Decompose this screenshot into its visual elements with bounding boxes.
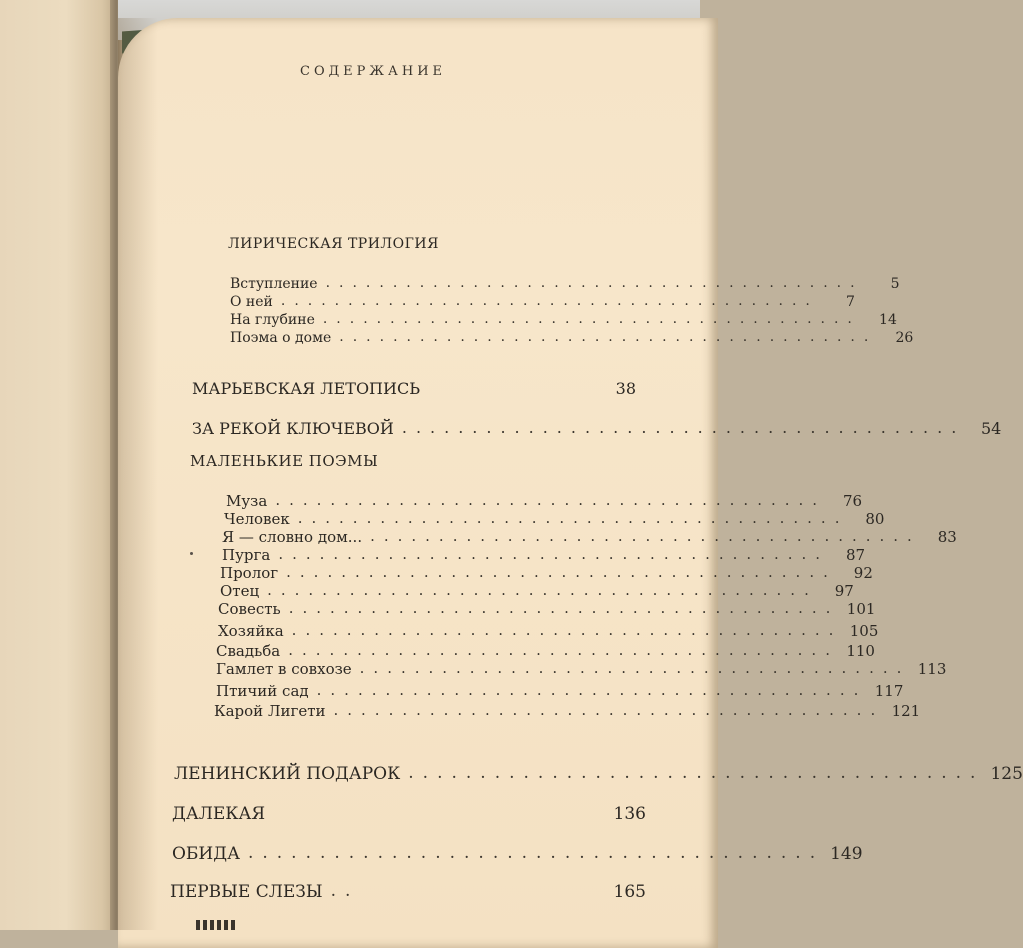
toc-entry-page: 54 bbox=[980, 419, 1002, 438]
toc-entry-title: Пролог bbox=[220, 564, 279, 582]
toc-entry-title: Вступление bbox=[230, 276, 318, 292]
dot-leader: ........................................ bbox=[267, 581, 818, 599]
dot-leader: ........................................ bbox=[247, 843, 825, 863]
toc-entry-page: 149 bbox=[830, 844, 863, 864]
toc-entry[interactable] bbox=[218, 620, 879, 640]
toc-entry-title: Свадьба bbox=[216, 642, 281, 660]
toc-entry-title: Птичий сад bbox=[216, 682, 309, 700]
toc-entry-title: ПЕРВЫЕ СЛЕЗЫ bbox=[170, 882, 323, 902]
toc-entry-title: Поэма о доме bbox=[230, 330, 332, 346]
toc-entry-title: Карой Лигети bbox=[214, 702, 326, 720]
toc-entry-page: 92 bbox=[853, 564, 873, 582]
toc-entry-page: 87 bbox=[845, 546, 866, 564]
toc-entry[interactable] bbox=[214, 700, 921, 720]
toc-entry-major[interactable] bbox=[172, 800, 646, 824]
toc-entry-major[interactable] bbox=[192, 418, 1002, 438]
toc-entry-page: 83 bbox=[937, 528, 957, 546]
dot-leader: ........................................ bbox=[286, 563, 837, 581]
dot-leader: ........................................ bbox=[322, 311, 861, 327]
dot-leader: ........................................ bbox=[359, 659, 911, 677]
toc-entry-major[interactable] bbox=[174, 760, 1023, 784]
section-heading-lyric: ЛИРИЧЕСКАЯ ТРИЛОГИЯ bbox=[228, 236, 439, 252]
toc-entry-title: О ней bbox=[230, 294, 273, 310]
toc-entry-major[interactable] bbox=[192, 378, 636, 398]
dot-leader: ........................................ bbox=[278, 545, 830, 563]
toc-entry-page: 76 bbox=[842, 492, 863, 510]
toc-entry-title: ОБИДА bbox=[172, 844, 240, 864]
toc-entry-title: Совесть bbox=[218, 600, 281, 618]
toc-entry-title: Муза bbox=[226, 492, 268, 510]
page-shadow bbox=[118, 18, 158, 930]
toc-entry[interactable] bbox=[230, 290, 855, 310]
dot-leader: ........................................ bbox=[291, 621, 843, 639]
toc-entry[interactable] bbox=[230, 308, 897, 328]
toc-entry[interactable] bbox=[224, 508, 885, 528]
toc-entry-page: 105 bbox=[849, 622, 879, 640]
stray-mark bbox=[190, 552, 193, 555]
dot-leader: ........................................ bbox=[288, 599, 840, 617]
toc-entry[interactable] bbox=[230, 326, 914, 346]
page-title: СОДЕРЖАНИЕ bbox=[300, 64, 447, 79]
toc-entry[interactable] bbox=[230, 272, 900, 292]
toc-entry-page: 165 bbox=[613, 882, 646, 902]
toc-entry-page: 121 bbox=[891, 702, 921, 720]
toc-entry-page: 125 bbox=[990, 764, 1023, 784]
section-heading-small-poems: МАЛЕНЬКИЕ ПОЭМЫ bbox=[190, 452, 379, 470]
toc-entry-page: 26 bbox=[895, 330, 914, 346]
dot-leader: .. bbox=[330, 881, 360, 901]
dot-leader: ........................................ bbox=[333, 701, 885, 719]
toc-entry-page: 136 bbox=[613, 804, 646, 824]
dot-leader: ........................................ bbox=[370, 527, 921, 545]
toc-entry-major[interactable] bbox=[170, 878, 646, 902]
toc-entry-title: На глубине bbox=[230, 312, 315, 328]
toc-entry-page: 101 bbox=[846, 600, 876, 618]
toc-entry-page: 117 bbox=[874, 682, 904, 700]
toc-entry-page: 110 bbox=[846, 642, 875, 660]
toc-entry-title: ЛЕНИНСКИЙ ПОДАРОК bbox=[174, 764, 401, 784]
dot-leader: ........................................ bbox=[316, 681, 868, 699]
dot-leader: ........................................ bbox=[297, 509, 849, 527]
toc-entry-title: Гамлет в совхозе bbox=[216, 660, 352, 678]
toc-entry-page: 38 bbox=[615, 379, 636, 398]
dot-leader: ........................................ bbox=[401, 418, 966, 437]
dot-leader: ........................................ bbox=[288, 641, 839, 659]
toc-entry[interactable] bbox=[220, 562, 873, 582]
toc-entry[interactable] bbox=[220, 580, 854, 600]
toc-entry[interactable] bbox=[216, 640, 875, 660]
toc-entry-title: Человек bbox=[224, 510, 290, 528]
left-page bbox=[0, 0, 120, 930]
dot-leader: ........................................ bbox=[408, 763, 985, 783]
dot-leader: ........................................ bbox=[280, 293, 819, 309]
toc-entry-page: 5 bbox=[890, 276, 900, 292]
toc-entry[interactable] bbox=[222, 526, 957, 546]
toc-entry-page: 113 bbox=[917, 660, 947, 678]
toc-entry[interactable] bbox=[222, 544, 866, 564]
toc-entry-page: 7 bbox=[845, 294, 855, 310]
dot-leader: ........................................ bbox=[275, 491, 827, 509]
toc-entry-page: 14 bbox=[879, 312, 897, 328]
toc-entry[interactable] bbox=[218, 598, 876, 618]
toc-entry-page: 80 bbox=[865, 510, 885, 528]
toc-entry[interactable] bbox=[216, 680, 904, 700]
dot-leader: ........................................ bbox=[339, 329, 878, 345]
toc-entry-title: МАРЬЕВСКАЯ ЛЕТОПИСЬ bbox=[192, 379, 420, 398]
toc-entry-title: ДАЛЕКАЯ bbox=[172, 804, 266, 824]
dot-leader: ........................................ bbox=[325, 275, 864, 291]
cut-off-text bbox=[196, 920, 236, 930]
toc-entry[interactable] bbox=[226, 490, 863, 510]
toc-entry-page: 97 bbox=[834, 582, 854, 600]
toc-entry-title: Хозяйка bbox=[218, 622, 284, 640]
toc-entry[interactable] bbox=[216, 658, 947, 678]
toc-entry-title: Я — словно дом... bbox=[222, 528, 363, 546]
toc-entry-title: ЗА РЕКОЙ КЛЮЧЕВОЙ bbox=[192, 419, 394, 438]
toc-entry-title: Пурга bbox=[222, 546, 271, 564]
toc-entry-title: Отец bbox=[220, 582, 260, 600]
toc-entry-major[interactable] bbox=[172, 840, 863, 864]
